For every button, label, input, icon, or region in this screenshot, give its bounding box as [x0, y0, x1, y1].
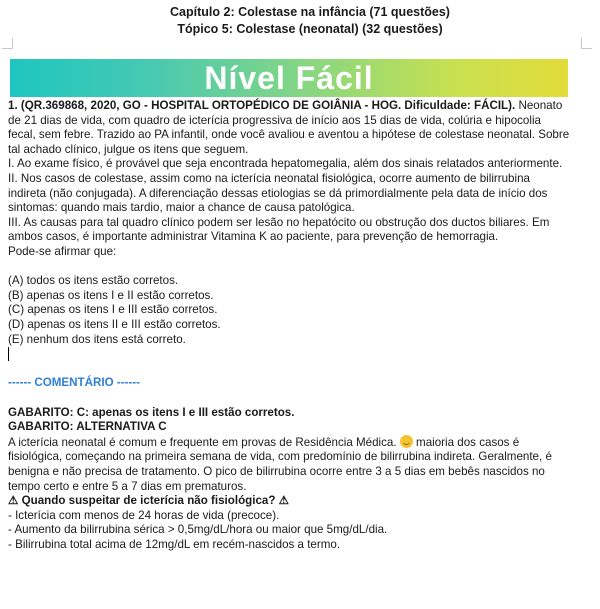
gabarito-line-1: GABARITO: C: apenas os itens I e III estão corretos. — [8, 405, 295, 419]
text-cursor-line[interactable] — [8, 347, 570, 362]
page-corner-mark-right — [581, 38, 592, 49]
chapter-title: Capítulo 2: Colestase na infância (71 questões) — [170, 5, 450, 19]
bullet-1: - Icterícia com menos de 24 horas de vida (precoce). — [8, 508, 280, 522]
question-text: Neonato de 21 dias de vida, com quadro de icterícia progressiva de início aos 15 dias de vida, colúria e hipocolia fecal, sem febre. Trazido ao PA infantil, onde você avaliou e aventou a hipótese de colestase neonatal. Sobre tal achado clínico, julgue os itens que seguem. — [8, 99, 570, 156]
option-d: (D) apenas os itens II e III estão corretos. — [8, 317, 221, 331]
item-1: I. Ao exame físico, é provável que seja encontrada hepatomegalia, além dos sinais relatados anteriormente. — [8, 157, 563, 171]
document-header — [0, 4, 600, 38]
option-b: (B) apenas os itens I e II estão corretos. — [8, 288, 214, 302]
explanation-rest: maioria dos casos é fisiológica, começando na primeira semana de vida, com predomínio de bilirrubina indireta. Geralmente, é benigna e não precisa de tratamento. O pico de bilirrubina ocorre entre 3 a 5 dias em bebês nascidos no tempo certo e entre 5 a 7 dias em prematuros. — [8, 435, 552, 493]
page-corner-mark-left — [2, 38, 13, 49]
warning-heading: ⚠ Quando suspeitar de icterícia não fisiológica? ⚠ — [8, 494, 290, 508]
option-c: (C) apenas os itens I e III estão corretos. — [8, 303, 218, 317]
comment-label: ------ COMENTÁRIO ------ — [8, 376, 140, 390]
bullet-3: - Bilirrubina total acima de 12mg/dL em recém-nascidos a termo. — [8, 537, 341, 551]
topic-title: Tópico 5: Colestase (neonatal) (32 questões) — [177, 22, 443, 36]
text-cursor — [8, 347, 9, 361]
explanation-start: A icterícia neonatal é comum e frequente em provas de Residência Médica. — [8, 435, 400, 449]
gabarito-line-2: GABARITO: ALTERNATIVA C — [8, 420, 167, 434]
question-prompt: Pode-se afirmar que: — [8, 244, 117, 258]
option-a: (A) todos os itens estão corretos. — [8, 274, 179, 288]
difficulty-label: Nível Fácil — [204, 59, 374, 96]
bullet-2: - Aumento da bilirrubina sérica > 0,5mg/dL/hora ou maior que 5mg/dL/dia. — [8, 523, 388, 537]
question-content[interactable] — [8, 99, 570, 552]
difficulty-banner — [10, 59, 568, 97]
option-e: (E) nenhum dos itens está correto. — [8, 332, 186, 346]
smiling-face-icon — [400, 435, 413, 448]
explanation-paragraph — [8, 435, 570, 494]
item-3: III. As causas para tal quadro clínico podem ser lesão no hepatócito ou obstrução dos ductos biliares. Em ambos casos, é importante administrar Vitamina K ao paciente, para prevenção de hemorragia. — [8, 215, 550, 244]
item-2: II. Nos casos de colestase, assim como na icterícia neonatal fisiológica, ocorre aumento de bilirrubina indireta (não conjugada). A diferenciação dessas etiologias se dá primordialmente pela data de início dos sintomas: quando mais tardio, maior a chance de causa patológica. — [8, 171, 548, 215]
question-stem — [8, 99, 570, 157]
question-header: 1. (QR.369868, 2020, GO - HOSPITAL ORTOPÉDICO DE GOIÂNIA - HOG. Dificuldade: FÁCIL). — [8, 99, 516, 112]
